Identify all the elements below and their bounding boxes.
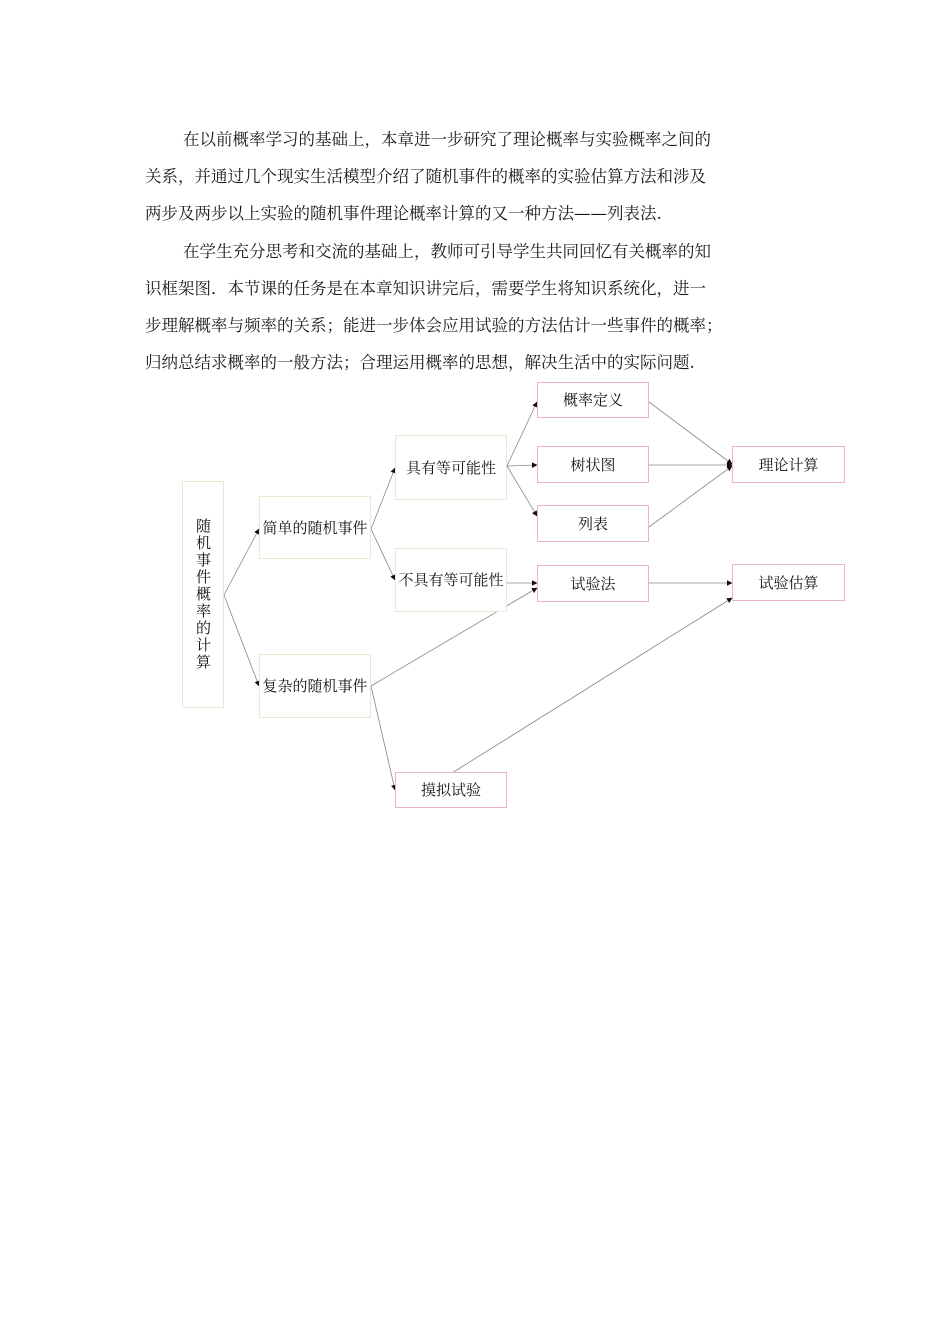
root-node: 随机事件概率的计算 [182, 481, 224, 708]
list-method-node: 列表 [537, 505, 649, 542]
connector-equal-to-tree [507, 465, 537, 466]
connector-definition-to-theory [649, 402, 732, 464]
theoretical-calculation-node: 理论计算 [732, 446, 845, 483]
probability-definition-node: 概率定义 [537, 382, 649, 418]
experiment-method-node: 试验法 [537, 565, 649, 602]
connector-simple-to-unequal [371, 529, 395, 580]
paragraph-line: 步理解概率与频率的关系；能进一步体会应用试验的方法估计一些事件的概率； [145, 316, 723, 335]
tree-diagram-node: 树状图 [537, 446, 649, 483]
connector-simulation-to-estimate [452, 598, 732, 773]
simulation-experiment-node: 摸拟试验 [395, 772, 507, 808]
paragraph-line: 关系，并通过几个现实生活模型介绍了随机事件的概率的实验估算方法和涉及 [145, 167, 706, 186]
connector-list-to-theory [649, 466, 732, 527]
connector-equal-to-list [507, 466, 537, 516]
paragraph-line: 在以前概率学习的基础上，本章进一步研究了理论概率与实验概率之间的 [183, 130, 711, 149]
equal-possibility-node: 具有等可能性 [395, 435, 507, 500]
connector-equal-to-definition [507, 402, 537, 466]
experimental-estimation-node: 试验估算 [732, 564, 845, 601]
not-equal-possibility-node: 不具有等可能性 [395, 548, 507, 612]
paragraph-line: 识框架图．本节课的任务是在本章知识讲完后，需要学生将知识系统化，进一 [145, 279, 706, 298]
connector-complex-to-simulation [371, 686, 395, 790]
paragraph-line: 归纳总结求概率的一般方法；合理运用概率的思想，解决生活中的实际问题. [145, 353, 695, 372]
connector-root-to-simple [224, 529, 259, 595]
connector-root-to-complex [224, 595, 259, 686]
complex-event-node: 复杂的随机事件 [259, 654, 371, 718]
simple-event-node: 简单的随机事件 [259, 496, 371, 559]
paragraph-line: 在学生充分思考和交流的基础上，教师可引导学生共同回忆有关概率的知 [183, 242, 711, 261]
connector-simple-to-equal [371, 468, 395, 529]
paragraph-line: 两步及两步以上实验的随机事件理论概率计算的又一种方法——列表法. [145, 204, 662, 223]
